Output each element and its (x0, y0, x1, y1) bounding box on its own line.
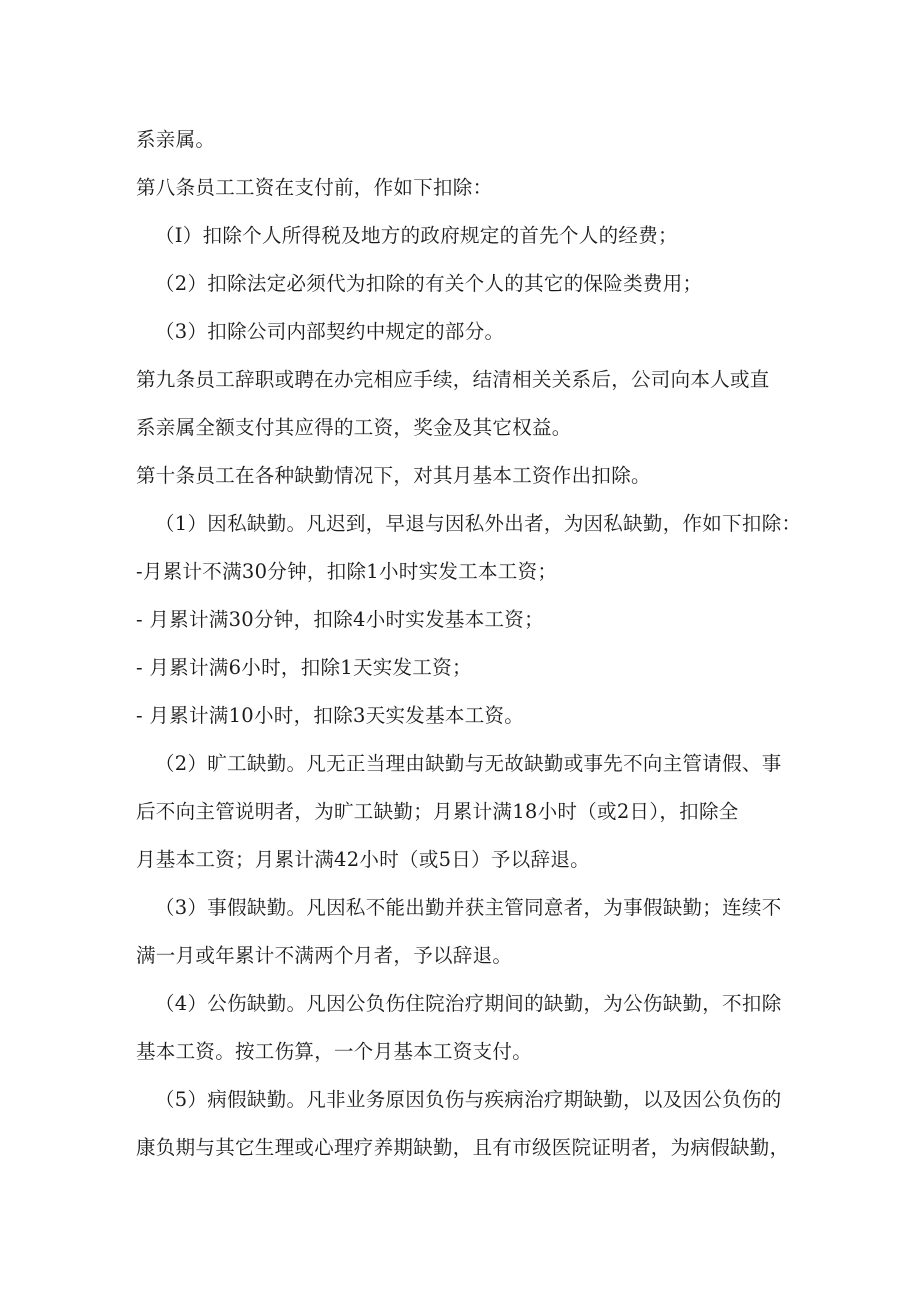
article-10-item-5-line-2: 康负期与其它生理或心理疗养期缺勤，且有市级医院证明者，为病假缺勤， (136, 1136, 790, 1159)
article-10-item-4-line-2: 基本工资。按工伤算，一个月基本工资支付。 (136, 1040, 533, 1063)
deduction-rule-4: - 月累计满10小时，扣除3天实发基本工资。 (136, 704, 525, 727)
deduction-rule-3: - 月累计满6小时，扣除1天实发工资； (136, 656, 472, 679)
article-9-line-2: 系亲属全额支付其应得的工资，奖金及其它权益。 (136, 416, 572, 439)
article-8-item-3: （3）扣除公司内部契约中规定的部分。 (155, 320, 505, 343)
article-10-item-1: （1）因私缺勤。凡迟到，早退与因私外出者，为因私缺勤，作如下扣除： (155, 512, 802, 535)
article-9-line-1: 第九条员工辞职或聘在办完相应手续，结清相关关系后，公司向本人或直 (136, 368, 770, 391)
article-10-item-2-line-2: 后不向主管说明者，为旷工缺勤；月累计满18小时（或2日），扣除全 (136, 800, 739, 823)
article-10-item-2-line-3: 月基本工资；月累计满42小时（或5日）予以辞退。 (136, 848, 590, 871)
article-8-heading: 第八条员工工资在支付前，作如下扣除： (136, 176, 493, 199)
article-10-item-5-line-1: （5）病假缺勤。凡非业务原因负伤与疾病治疗期缺勤，以及因公负伤的 (155, 1088, 782, 1111)
text-line-continuation: 系亲属。 (136, 128, 216, 151)
article-8-item-2: （2）扣除法定必须代为扣除的有关个人的其它的保险类费用； (155, 272, 703, 295)
article-10-item-3-line-1: （3）事假缺勤。凡因私不能出勤并获主管同意者，为事假缺勤；连续不 (155, 896, 782, 919)
article-10-item-4-line-1: （4）公伤缺勤。凡因公负伤住院治疗期间的缺勤，为公伤缺勤，不扣除 (155, 992, 782, 1015)
article-10-item-3-line-2: 满一月或年累计不满两个月者，予以辞退。 (136, 944, 513, 967)
deduction-rule-1: -月累计不满30分钟，扣除1小时实发工本工资； (136, 560, 558, 583)
article-10-item-2-line-1: （2）旷工缺勤。凡无正当理由缺勤与无故缺勤或事先不向主管请假、事 (155, 752, 782, 775)
article-8-item-1: （I）扣除个人所得税及地方的政府规定的首先个人的经费； (155, 224, 678, 247)
article-10-heading: 第十条员工在各种缺勤情况下，对其月基本工资作出扣除。 (136, 464, 651, 487)
deduction-rule-2: - 月累计满30分钟，扣除4小时实发基本工资； (136, 608, 544, 631)
